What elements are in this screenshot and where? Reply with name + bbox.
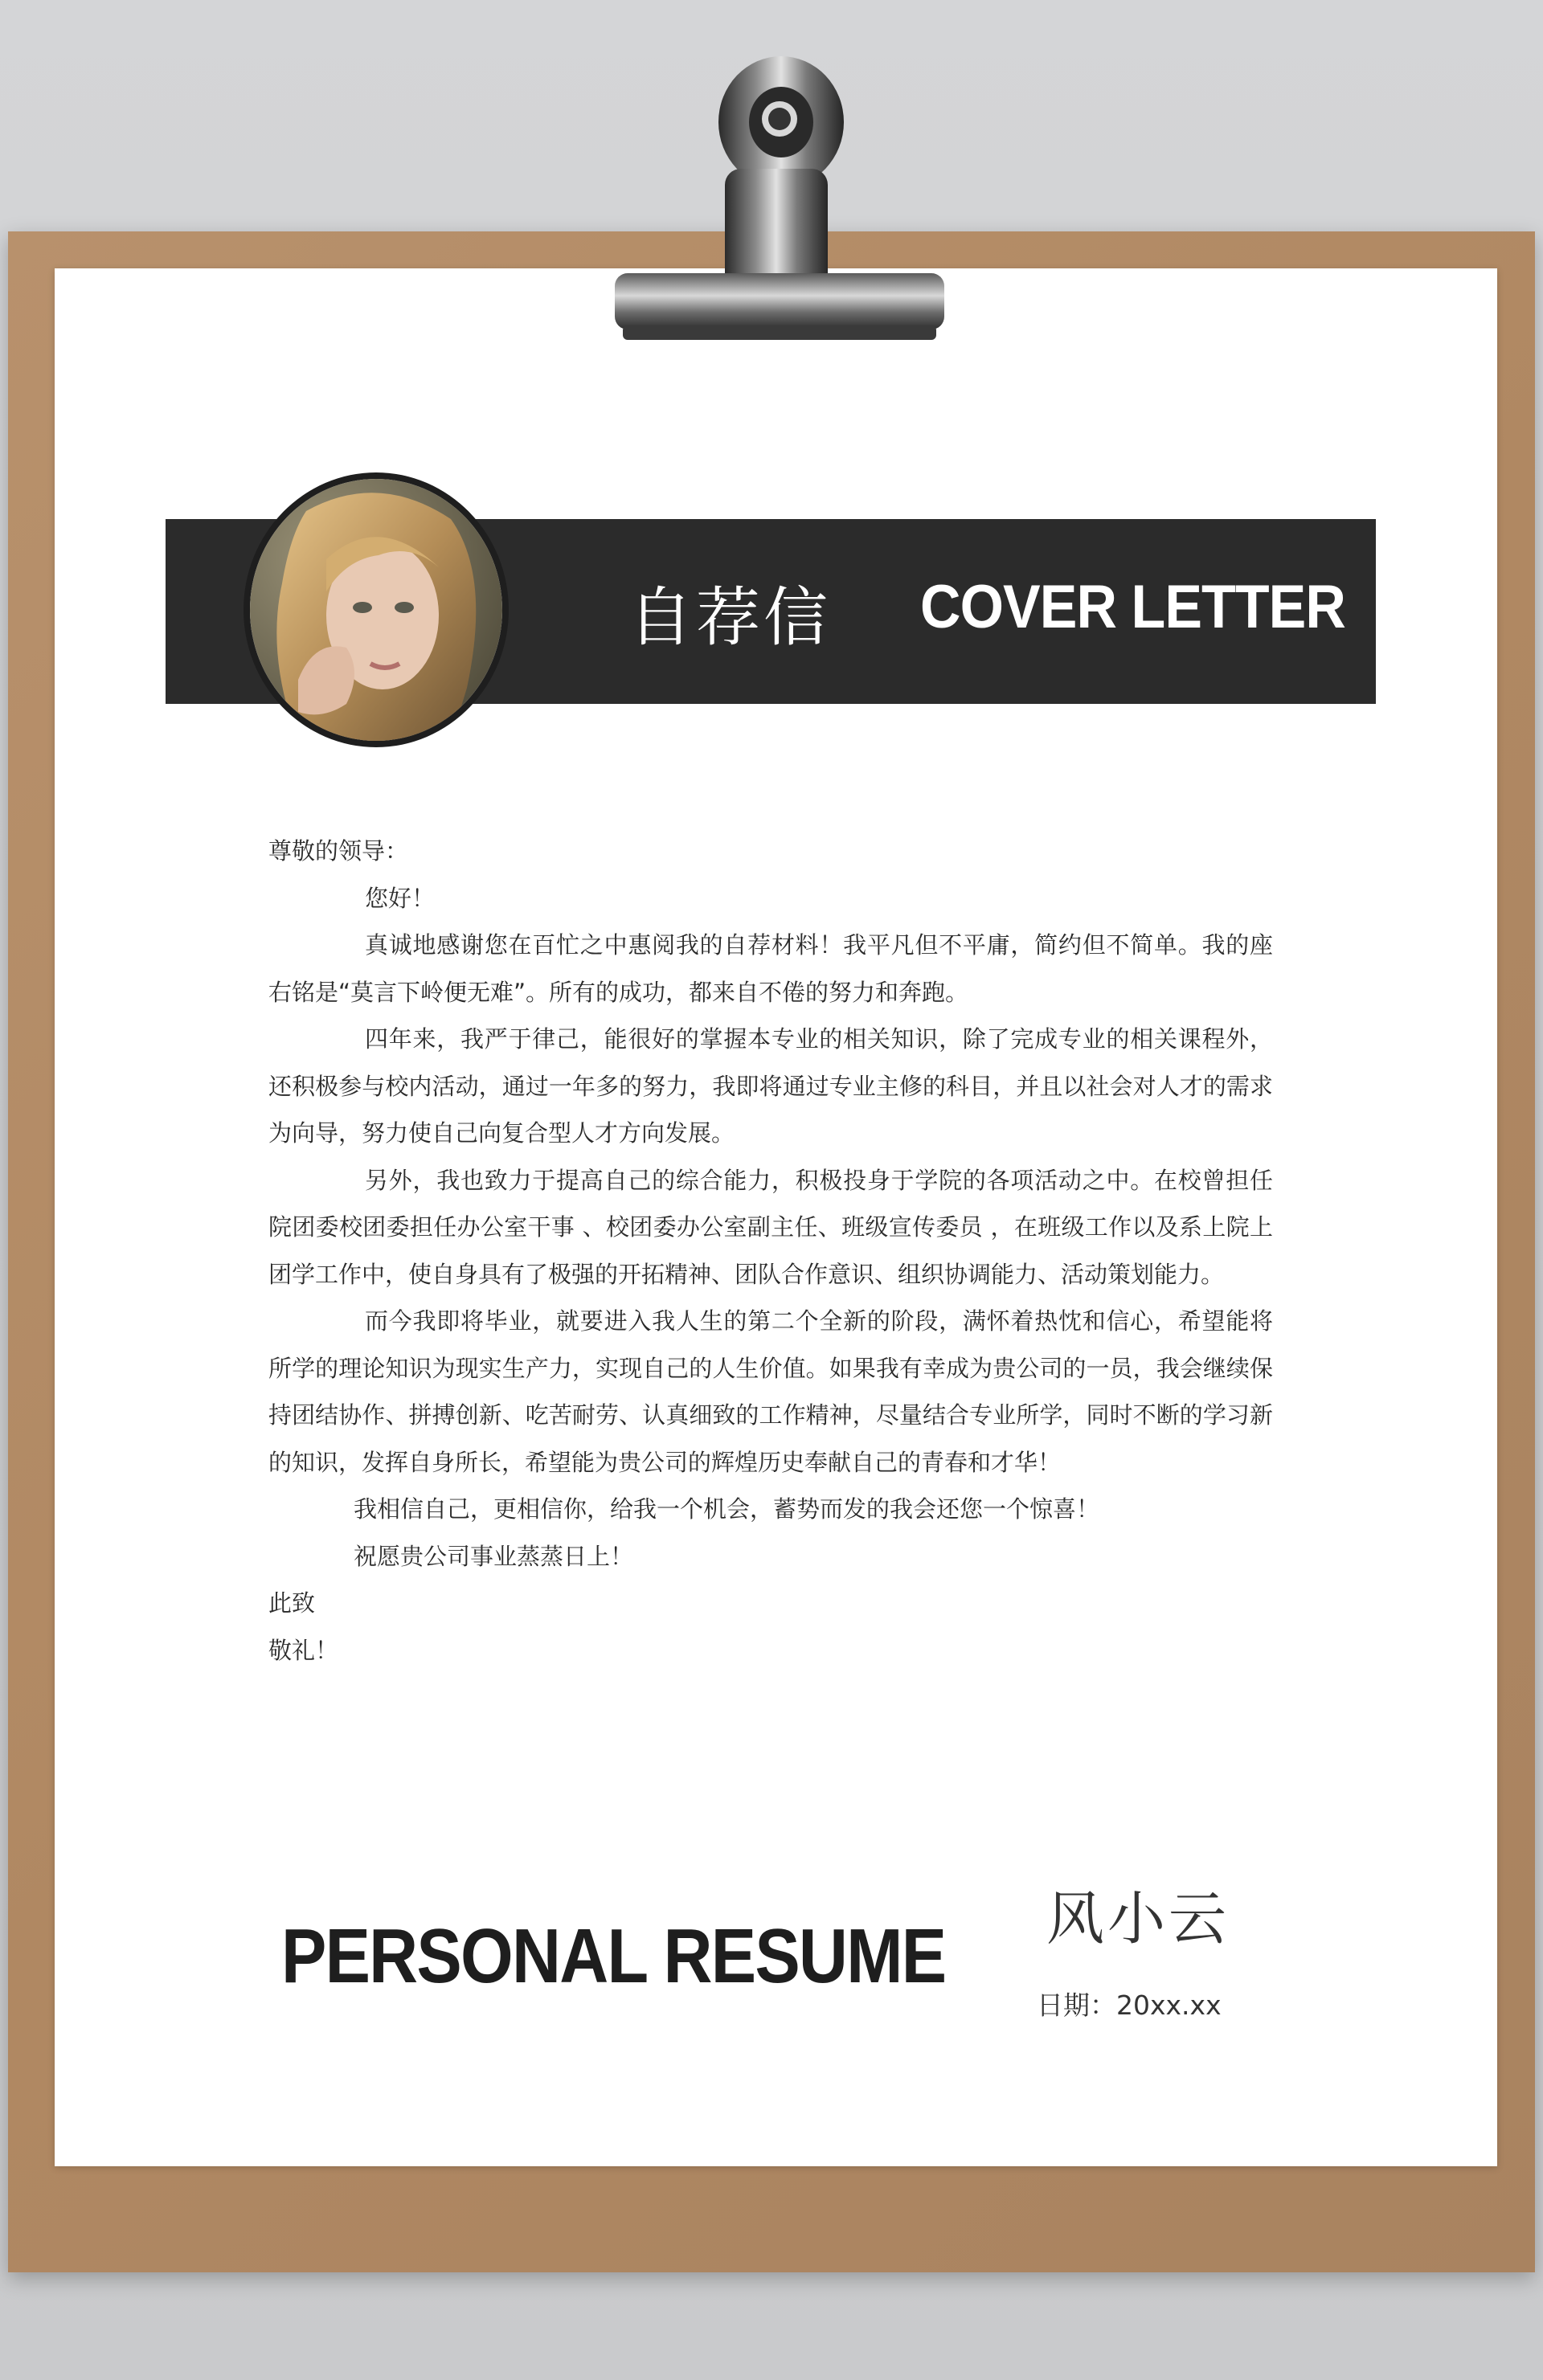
letter-paragraph: 而今我即将毕业，就要进入我人生的第二个全新的阶段，满怀着热忱和信心，希望能将所学的理论知识为现实生产力，实现自己的人生价值。如果我有幸成为贵公司的一员，我会继续保持团结协作、拼搏创新、吃苦耐劳、认真细致的工作精神，尽量结合专业所学，同时不断的学习新的知识，发挥自身所长，希望能为贵公司的辉煌历史奉献自己的青春和才华！ bbox=[268, 1307, 1273, 1476]
portrait-photo bbox=[250, 479, 502, 741]
footer-title: PERSONAL RESUME bbox=[281, 1913, 946, 1999]
avatar bbox=[244, 472, 509, 747]
closing-wish: 祝愿贵公司事业蒸蒸日上！ bbox=[354, 1542, 634, 1570]
title-chinese: 自荐信 bbox=[628, 580, 831, 655]
title-english: COVER LETTER bbox=[920, 573, 1345, 641]
letter-body bbox=[268, 828, 1273, 1674]
letter-paragraph: 另外，我也致力于提高自己的综合能力，积极投身于学院的各项活动之中。在校曾担任院团委校团委担任办公室干事 、校团委办公室副主任、班级宣传委员 ，在班级工作以及系上院上团学工作中，使自身具有了极强的开拓精神、团队合作意识、组织协调能力、活动策划能力。 bbox=[268, 1166, 1273, 1288]
binder-clip bbox=[579, 48, 948, 354]
signer-name: 风小云 bbox=[1046, 1885, 1230, 1953]
letter-date: 日期：20xx.xx bbox=[1037, 1989, 1222, 2021]
greeting: 您好！ bbox=[365, 884, 436, 912]
sign-off-2: 敬礼！ bbox=[268, 1636, 339, 1664]
closing-line: 我相信自己，更相信你，给我一个机会，蓄势而发的我会还您一个惊喜！ bbox=[354, 1495, 1100, 1523]
letter-paragraph: 四年来，我严于律己，能很好的掌握本专业的相关知识，除了完成专业的相关课程外，还积极参与校内活动，通过一年多的努力，我即将通过专业主修的科目，并且以社会对人才的需求为向导，努力使自己向复合型人才方向发展。 bbox=[268, 1025, 1273, 1147]
binder-clip-icon bbox=[579, 48, 948, 354]
sign-off-1: 此致 bbox=[268, 1589, 316, 1617]
letter-paragraph: 真诚地感谢您在百忙之中惠阅我的自荐材料！我平凡但不平庸，简约但不简单。我的座右铭是“莫言下岭便无难”。所有的成功，都来自不倦的努力和奔跑。 bbox=[268, 931, 1273, 1006]
salutation: 尊敬的领导： bbox=[268, 837, 409, 865]
